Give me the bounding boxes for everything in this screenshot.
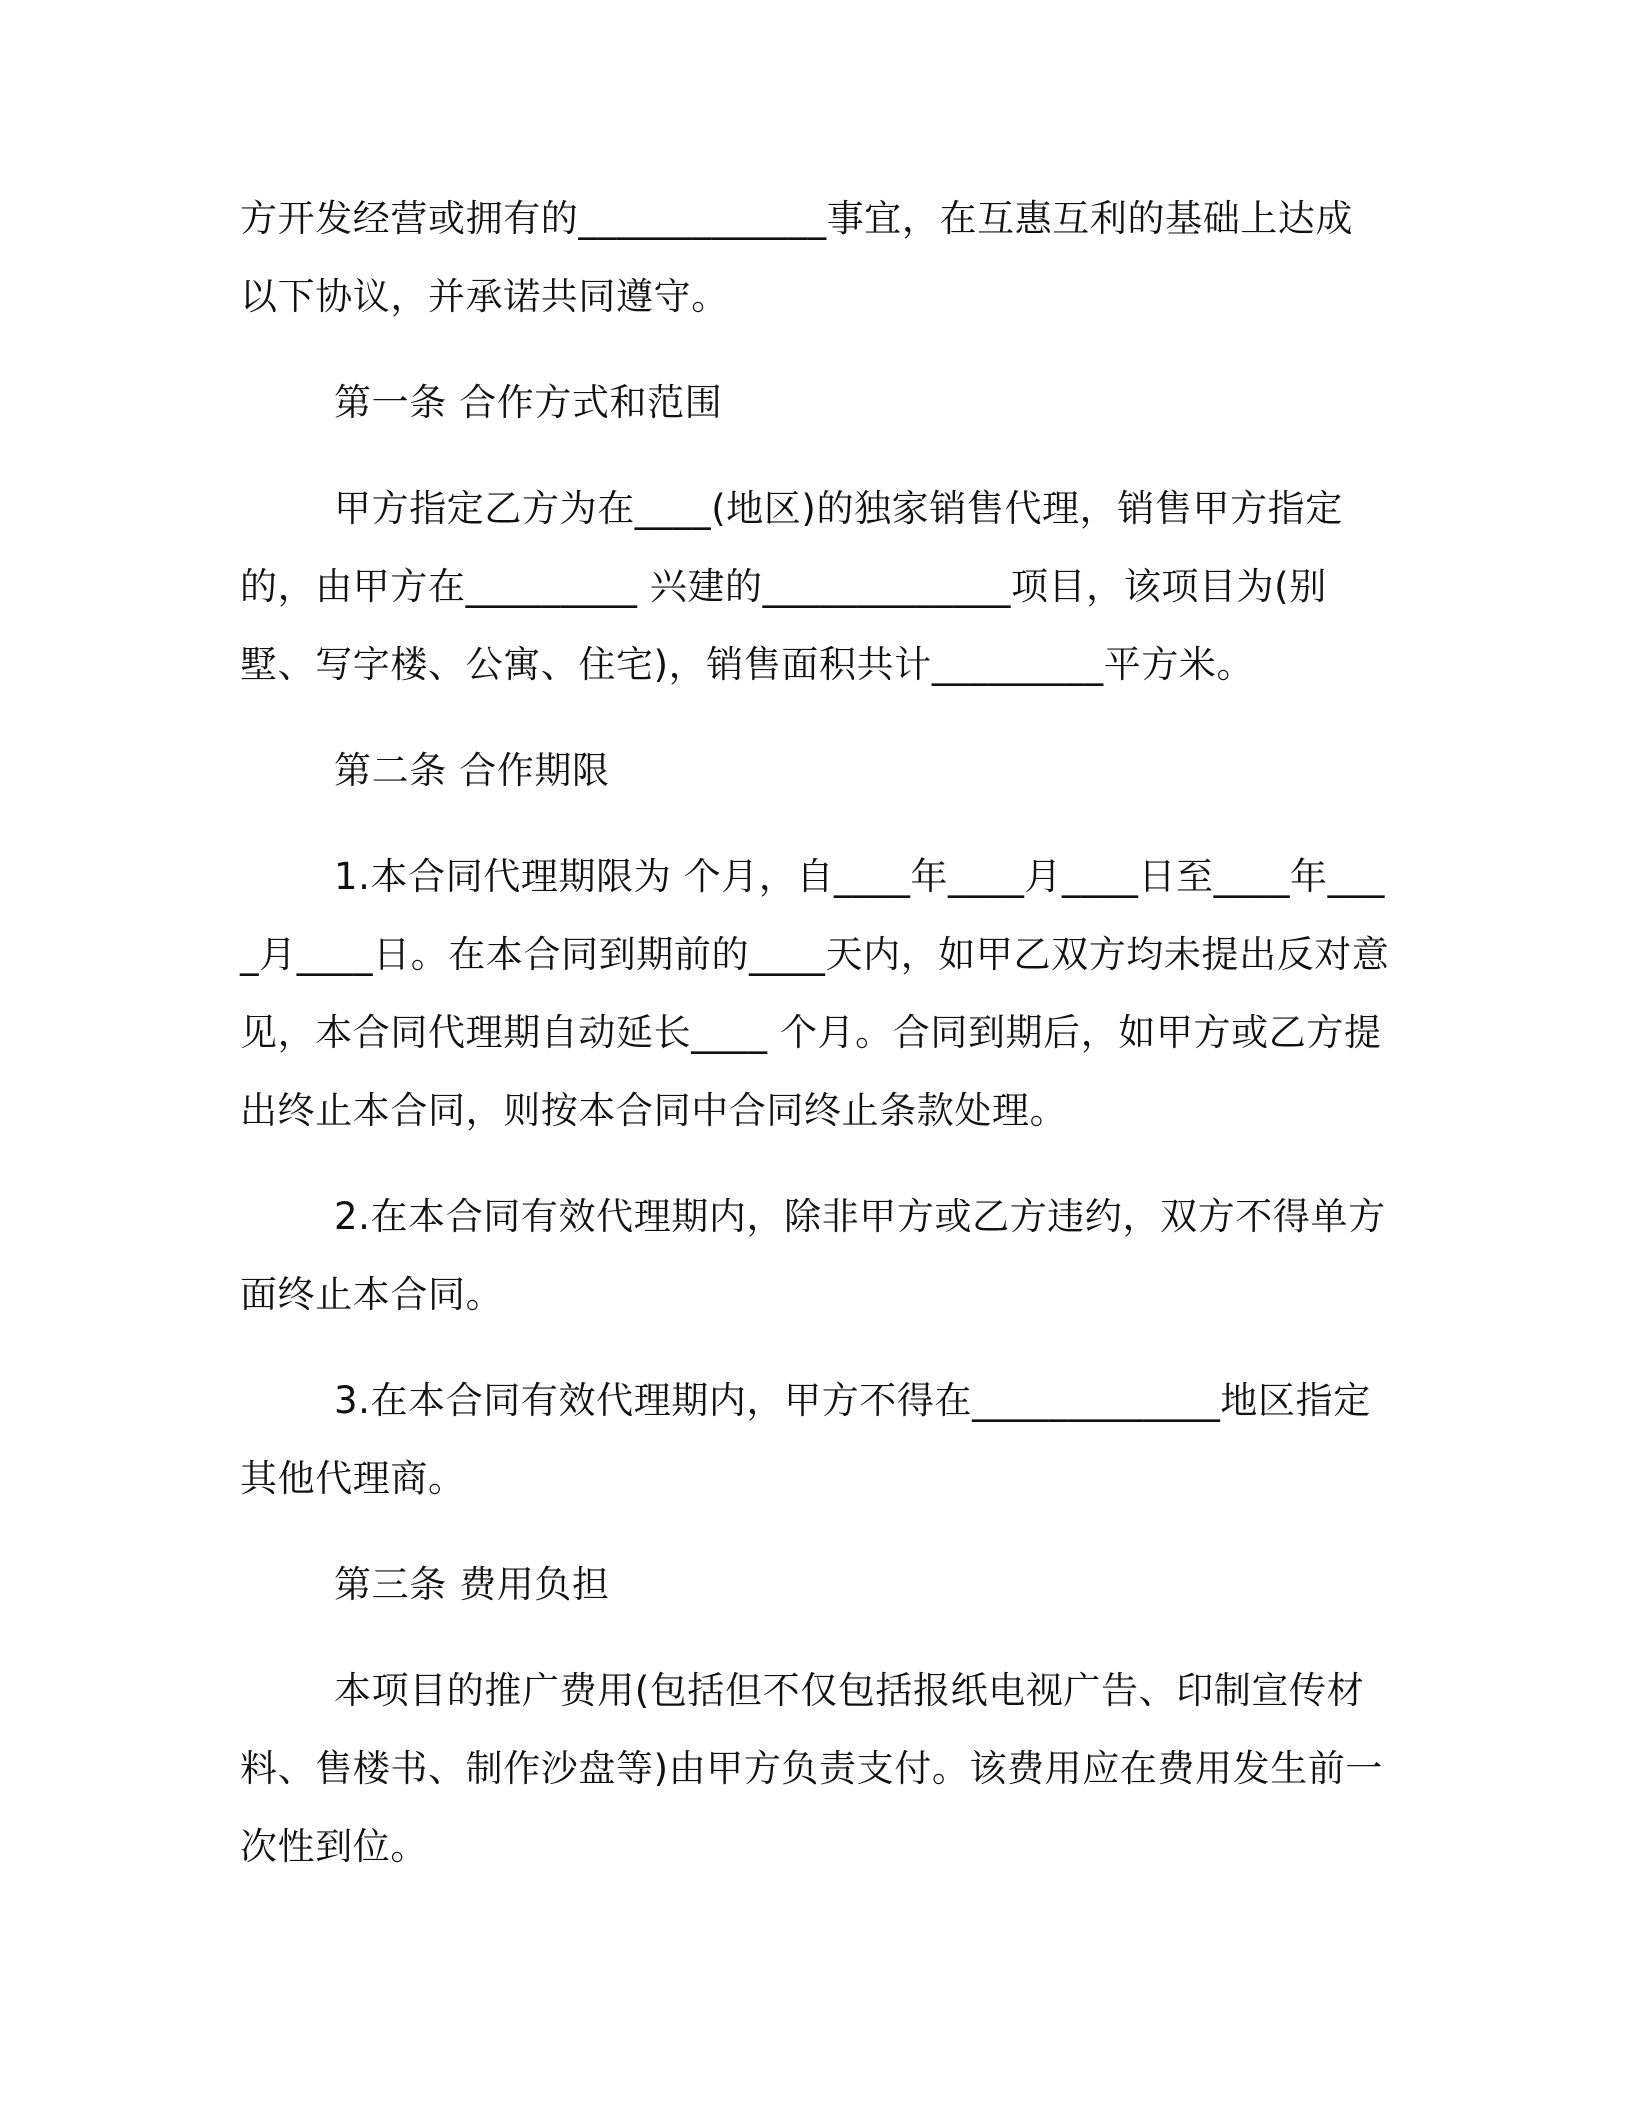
paragraph-article-3-body: 本项目的推广费用(包括但不仅包括报纸电视广告、印制宣传材料、售楼书、制作沙盘等)由甲方负责支付。该费用应在费用发生前一次性到位。	[240, 1669, 1384, 1868]
paragraph-intro: 方开发经营或拥有的_____________事宜，在互惠互利的基础上达成以下协议，并承诺共同遵守。	[240, 197, 1354, 318]
paragraph-article-2-item-2: 2.在本合同有效代理期内，除非甲方或乙方违约，双方不得单方面终止本合同。	[240, 1195, 1386, 1316]
heading-article-3: 第三条 费用负担	[334, 1563, 610, 1606]
paragraph-article-2-item-3: 3.在本合同有效代理期内，甲方不得在_____________地区指定其他代理商。	[240, 1379, 1371, 1500]
heading-article-2: 第二条 合作期限	[334, 749, 610, 792]
heading-article-1: 第一条 合作方式和范围	[334, 381, 723, 424]
paragraph-article-1-body: 甲方指定乙方为在____(地区)的独家销售代理，销售甲方指定的，由甲方在_________ 兴建的_____________项目，该项目为(别墅、写字楼、公寓、住宅)，销售面积共计_________平方米。	[240, 487, 1343, 686]
document-body	[240, 180, 1390, 1886]
paragraph-article-2-item-1: 1.本合同代理期限为 个月，自____年____月____日至____年____月____日。在本合同到期前的____天内，如甲乙双方均未提出反对意见，本合同代理期自动延长____ 个月。合同到期后，如甲方或乙方提出终止本合同，则按本合同中合同终止条款处理。	[240, 855, 1390, 1132]
